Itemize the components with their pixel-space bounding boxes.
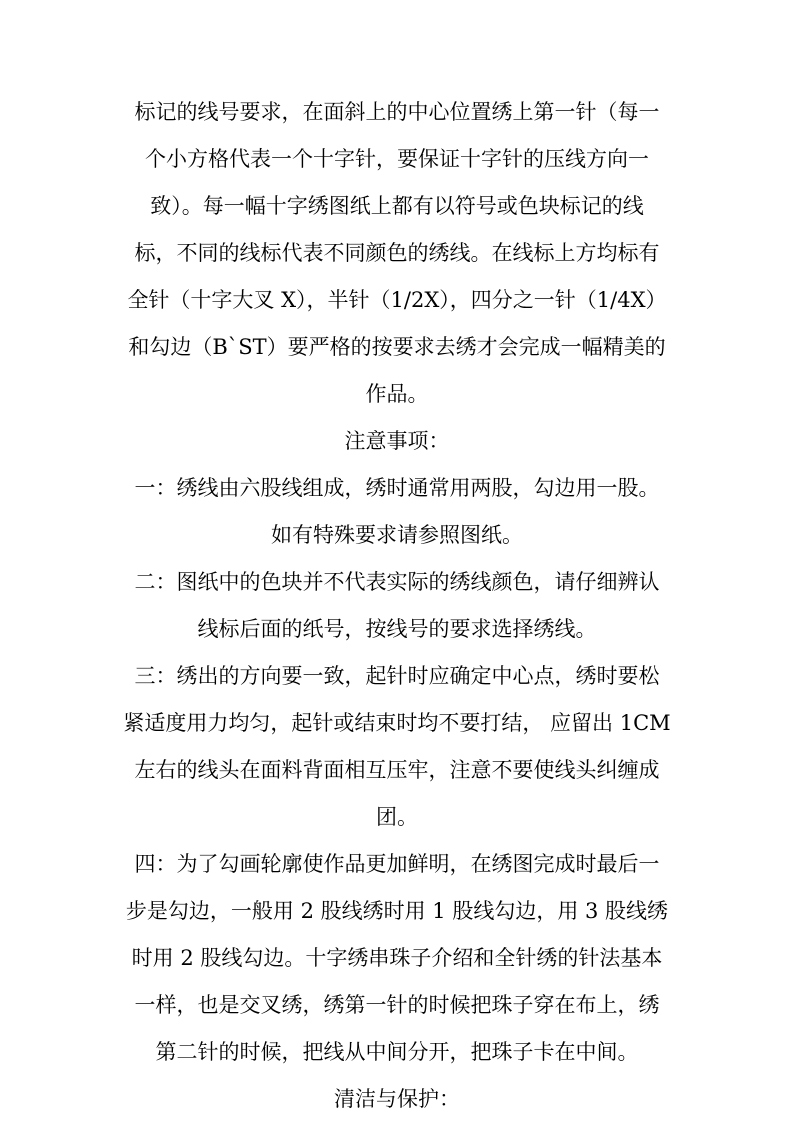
text-line: 作品。	[365, 382, 429, 406]
section-heading: 清洁与保护：	[334, 1087, 460, 1111]
text-line: 个小方格代表一个十字针，要保证十字针的压线方向一	[145, 147, 649, 171]
text-line: 步是勾边，一般用 2 股线绣时用 1 股线勾边，用 3 股线绣	[125, 899, 669, 923]
text-line: 一样，也是交叉绣，绣第一针的时候把珠子穿在布上，绣	[134, 993, 660, 1017]
text-line: 三：绣出的方向要一致，起针时应确定中心点，绣时要松	[134, 664, 660, 688]
text-line: 全针（十字大叉 X），半针（1/2X），四分之一针（1/4X）	[127, 288, 667, 312]
text-line: 团。	[376, 805, 418, 829]
section-heading: 注意事项：	[344, 429, 450, 453]
text-line: 标记的线号要求，在面斜上的中心位置绣上第一针（每一	[134, 100, 660, 124]
text-line: 时用 2 股线勾边。十字绣串珠子介绍和全针绣的针法基本	[131, 946, 663, 970]
text-line: 如有特殊要求请参照图纸。	[271, 523, 523, 547]
text-line: 第二针的时候，把线从中间分开，把珠子卡在中间。	[155, 1040, 639, 1064]
text-line: 紧适度用力均匀，起针或结束时均不要打结， 应留出 1CM	[123, 711, 671, 735]
text-line: 二：图纸中的色块并不代表实际的绣线颜色，请仔细辨认	[134, 570, 660, 594]
text-line: 左右的线头在面料背面相互压牢，注意不要使线头纠缠成	[134, 758, 660, 782]
text-line: 致）。每一幅十字绣图纸上都有以符号或色块标记的线	[150, 194, 644, 218]
text-line: 一：绣线由六股线组成，绣时通常用两股，勾边用一股。	[134, 476, 660, 500]
text-line: 和勾边（B`ST）要严格的按要求去绣才会完成一幅精美的	[128, 335, 666, 359]
text-line: 四：为了勾画轮廓使作品更加鲜明，在绣图完成时最后一	[134, 852, 660, 876]
text-line: 标，不同的线标代表不同颜色的绣线。在线标上方均标有	[134, 241, 660, 265]
text-line: 线标后面的纸号，按线号的要求选择绣线。	[197, 617, 597, 641]
